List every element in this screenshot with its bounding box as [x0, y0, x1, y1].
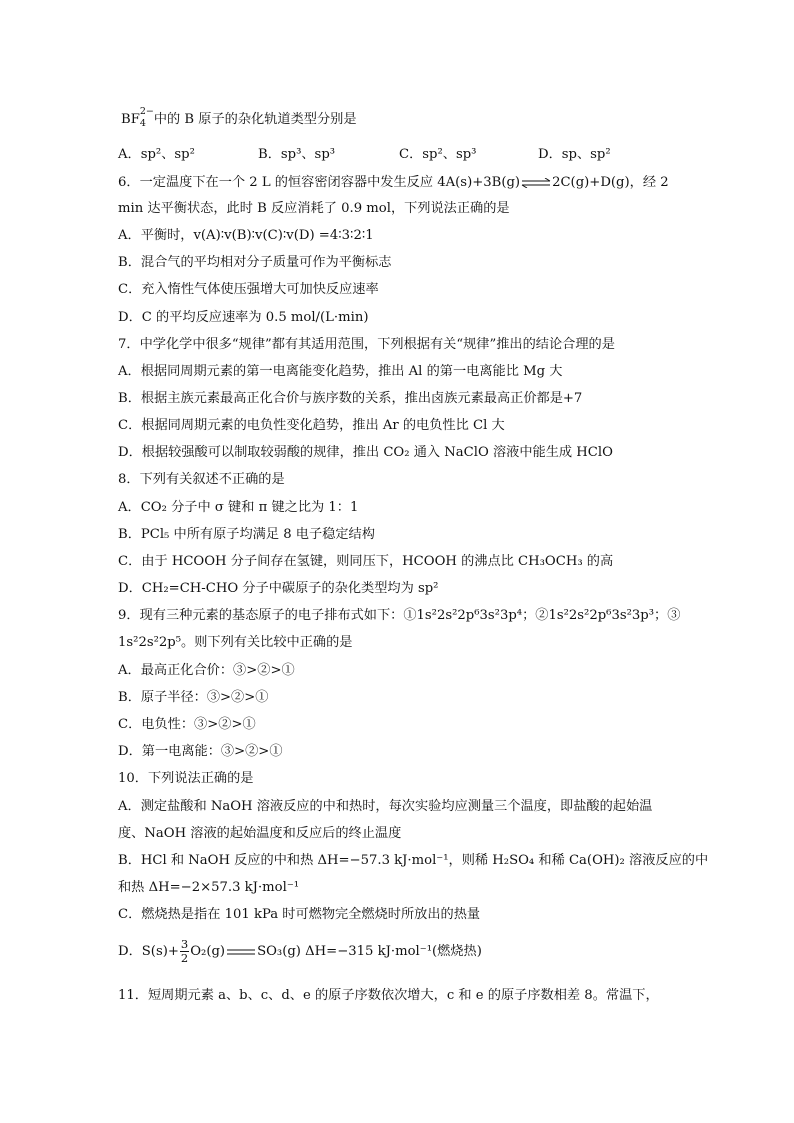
- q10-option-a-line2: 度、NaOH 溶液的起始温度和反应后的终止温度: [118, 826, 402, 841]
- equilibrium-arrow-icon: [521, 178, 551, 188]
- q6-option-a: A．平衡时，v(A)∶v(B)∶v(C)∶v(D) =4∶3∶2∶1: [118, 228, 374, 243]
- q9-stem-line1: 9．现有三种元素的基态原子的电子排布式如下：①1s²2s²2p⁶3s²3p⁴；②1s²2s²2p⁶3s²3p³；③: [118, 608, 681, 623]
- q7-option-b: B．根据主族元素最高正化合价与族序数的关系，推出卤族元素最高正价都是+7: [118, 391, 583, 406]
- q10-option-b-line2: 和热 ΔH=−2×57.3 kJ·mol⁻¹: [118, 880, 300, 895]
- q5-options: [118, 146, 718, 164]
- q10-option-c: C．燃烧热是指在 101 kPa 时可燃物完全燃烧时所放出的热量: [118, 907, 481, 922]
- q5-option-d: D．sp、sp²: [538, 147, 611, 162]
- equals-reaction-icon: [226, 948, 256, 956]
- q7-stem: 7．中学化学中很多“规律”都有其适用范围，下列根据有关“规律”推出的结论合理的是: [118, 337, 615, 352]
- q5-option-b: B．sp³、sp³: [258, 147, 336, 162]
- q8-option-d: D．CH₂=CH-CHO 分子中碳原子的杂化类型均为 sp²: [118, 581, 439, 596]
- q5-stem-tail: BF 2− 4 中的 B 原子的杂化轨道类型分别是: [121, 106, 357, 129]
- q10-stem: 10．下列说法正确的是: [118, 771, 254, 786]
- q6-stem-line1: 6．一定温度下在一个 2 L 的恒容密闭容器中发生反应 4A(s)+3B(g) 2C(g)+D(g)，经 2: [118, 175, 669, 190]
- q7-option-c: C．根据同周期元素的电负性变化趋势，推出 Ar 的电负性比 Cl 大: [118, 418, 505, 433]
- q8-option-c: C．由于 HCOOH 分子间存在氢键，则同压下，HCOOH 的沸点比 CH₃OCH₃ 的高: [118, 554, 614, 569]
- q10-option-a-line1: A．测定盐酸和 NaOH 溶液反应的中和热时，每次实验均应测量三个温度，即盐酸的起始温: [118, 799, 653, 814]
- q7-option-a: A．根据同周期元素的第一电离能变化趋势，推出 Al 的第一电离能比 Mg 大: [118, 364, 563, 379]
- q8-option-b: B．PCl₅ 中所有原子均满足 8 电子稳定结构: [118, 527, 375, 542]
- q8-option-a: A．CO₂ 分子中 σ 键和 π 键之比为 1：1: [118, 500, 359, 515]
- q10-option-b-line1: B．HCl 和 NaOH 反应的中和热 ΔH=−57.3 kJ·mol⁻¹，则稀 H₂SO₄ 和稀 Ca(OH)₂ 溶液反应的中: [118, 853, 709, 868]
- q6-option-d: D．C 的平均反应速率为 0.5 mol/(L·min): [118, 310, 369, 325]
- q10-option-d: D．S(s)+ $\frac{3}{2}$ O₂(g) SO₃(g) ΔH=−315 kJ·mol⁻¹(燃烧热): [118, 937, 482, 965]
- q11-stem-line1: 11．短周期元素 a、b、c、d、e 的原子序数依次增大，c 和 e 的原子序数相差 8。常温下，: [118, 988, 659, 1003]
- q6-stem-line2: min 达平衡状态，此时 B 反应消耗了 0.9 mol，下列说法正确的是: [118, 201, 510, 216]
- q5-option-a: A．sp²、sp²: [118, 147, 195, 162]
- q9-option-b: B．原子半径：③>②>①: [118, 690, 269, 705]
- q6-option-b: B．混合气的平均相对分子质量可作为平衡标志: [118, 255, 392, 270]
- q8-stem: 8．下列有关叙述不正确的是: [118, 472, 285, 487]
- q9-stem-line2: 1s²2s²2p⁵。则下列有关比较中正确的是: [118, 635, 353, 650]
- bf4-formula: BF 2− 4: [121, 106, 154, 129]
- q6-option-c: C．充入惰性气体使压强增大可加快反应速率: [118, 282, 379, 297]
- q9-option-c: C．电负性：③>②>①: [118, 717, 256, 732]
- q7-option-d: D．根据较强酸可以制取较弱酸的规律，推出 CO₂ 通入 NaClO 溶液中能生成 HClO: [118, 445, 613, 460]
- q9-option-d: D．第一电离能：③>②>①: [118, 744, 283, 759]
- q5-option-c: C．sp²、sp³: [399, 147, 477, 162]
- q9-option-a: A．最高正化合价：③>②>①: [118, 663, 295, 678]
- fraction-three-halves: $\frac{3}{2}$: [180, 937, 189, 965]
